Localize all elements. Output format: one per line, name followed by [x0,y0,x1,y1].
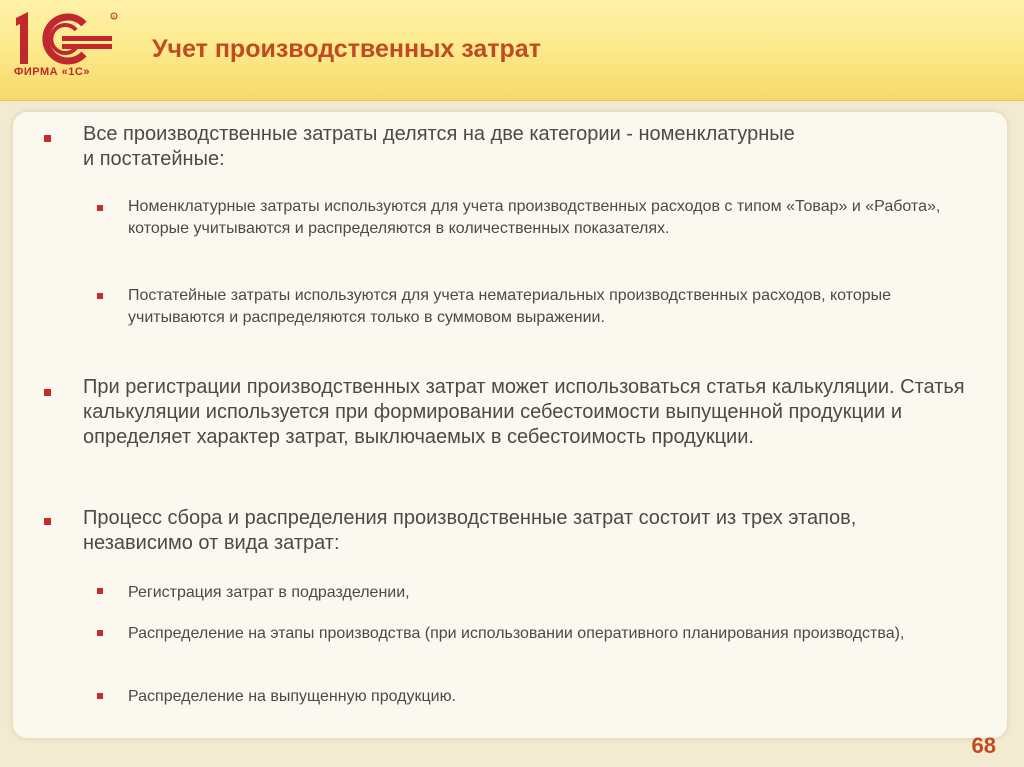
page-title: Учет производственных затрат [152,35,541,63]
sub-bullet-marker [97,205,103,211]
bullet-marker [44,518,51,525]
sub-list-item: Распределение на этапы производства (при использовании оперативного планирования производства), [128,625,905,642]
sub-list-item: Регистрация затрат в подразделении, [128,584,410,601]
header-bar [0,0,1024,101]
bullet-marker [44,135,51,142]
svg-text:R: R [112,14,116,19]
list-item: Все производственные затраты делятся на две категории - номенклатурные и постатейные: [83,123,795,170]
sub-list-item: Распределение на выпущенную продукцию. [128,688,457,705]
sub-list-item: Постатейные затраты используются для учета нематериальных производственных расходов, которые учитываются и распределяются только в суммовом выражении. [128,287,892,326]
sub-bullet-marker [97,293,103,299]
bullet-marker [44,389,51,396]
list-item: Процесс сбора и распределения производственные затрат состоит из трех этапов, независимо от вида затрат: [83,507,857,554]
logo-caption: ФИРМА «1С» [14,66,90,78]
sub-bullet-marker [97,630,103,636]
sub-list-item: Номенклатурные затраты используются для учета производственных расходов с типом «Товар» и «Работа», которые учитываются и распределяются в количественных показателях. [128,198,941,237]
sub-bullet-marker [97,693,103,699]
list-item: При регистрации производственных затрат может использоваться статья калькуляции. Статья калькуляции используется при формировании себестоимости выпущенной продукции и определяет характер затрат, выключаемых в себестоимость продукции. [83,376,965,448]
sub-bullet-marker [97,588,103,594]
slide-number: 68 [971,733,996,758]
